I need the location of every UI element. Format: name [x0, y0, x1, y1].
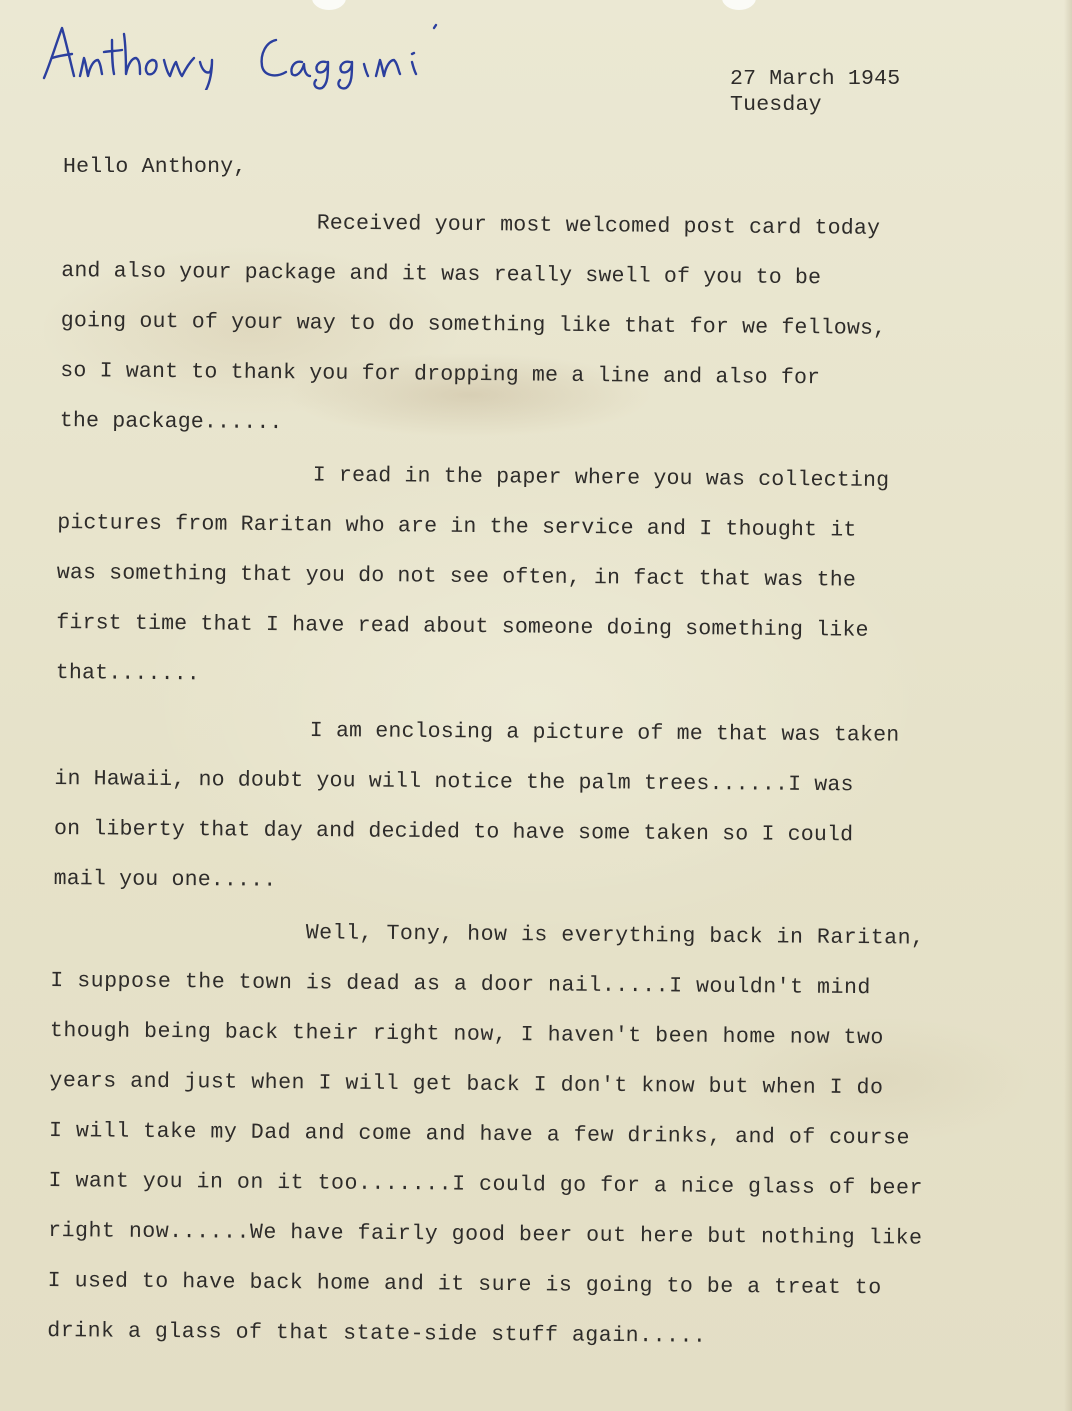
letter-date: 27 March 1945	[730, 67, 901, 91]
text-line: years and just when I will get back I don't know but when I do	[49, 1068, 884, 1101]
handwritten-signature	[40, 20, 460, 90]
text-line: in Hawaii, no doubt you will notice the palm trees......I was	[54, 766, 854, 798]
punch-hole	[312, 0, 346, 10]
greeting: Hello Anthony,	[63, 155, 247, 179]
paragraph	[47, 906, 925, 1364]
punch-hole	[722, 0, 756, 10]
letter-weekday: Tuesday	[730, 93, 822, 117]
text-line: was something that you do not see often, in fact that was the	[56, 560, 857, 593]
paragraph	[60, 196, 888, 454]
paragraph	[53, 704, 899, 911]
text-line: the package......	[59, 408, 283, 436]
text-line: I read in the paper where you was collecting	[312, 463, 890, 493]
text-line: mail you one.....	[53, 866, 277, 893]
text-line: drink a glass of that state-side stuff again.....	[47, 1318, 707, 1349]
text-line: Received your most welcomed post card today	[316, 211, 881, 241]
text-line: that.......	[55, 660, 201, 687]
text-line: so I want to thank you for dropping me a line and also for	[60, 358, 821, 391]
text-line: going out of your way to do something like that for we fellows,	[60, 308, 887, 341]
text-line: I suppose the town is dead as a door nail.....I wouldn't mind	[50, 968, 871, 1001]
text-line: pictures from Raritan who are in the service and I thought it	[57, 510, 857, 543]
text-line: I am enclosing a picture of me that was taken	[309, 719, 900, 748]
text-line: and also your package and it was really swell of you to be	[61, 258, 822, 291]
text-line: first time that I have read about someone doing something like	[56, 610, 869, 643]
text-line: on liberty that day and decided to have some taken so I could	[53, 816, 854, 848]
text-line: Well, Tony, how is everything back in Raritan,	[305, 921, 925, 951]
text-line: I used to have back home and it sure is going to be a treat to	[47, 1268, 882, 1301]
text-line: I want you in on it too.......I could go for a nice glass of beer	[48, 1168, 924, 1201]
date-block	[730, 66, 900, 118]
paragraph	[56, 448, 890, 706]
text-line: though being back their right now, I haven't been home now two	[49, 1018, 885, 1051]
text-line: right now......We have fairly good beer out here but nothing like	[48, 1218, 923, 1251]
text-line: I will take my Dad and come and have a few drinks, and of course	[48, 1118, 911, 1151]
